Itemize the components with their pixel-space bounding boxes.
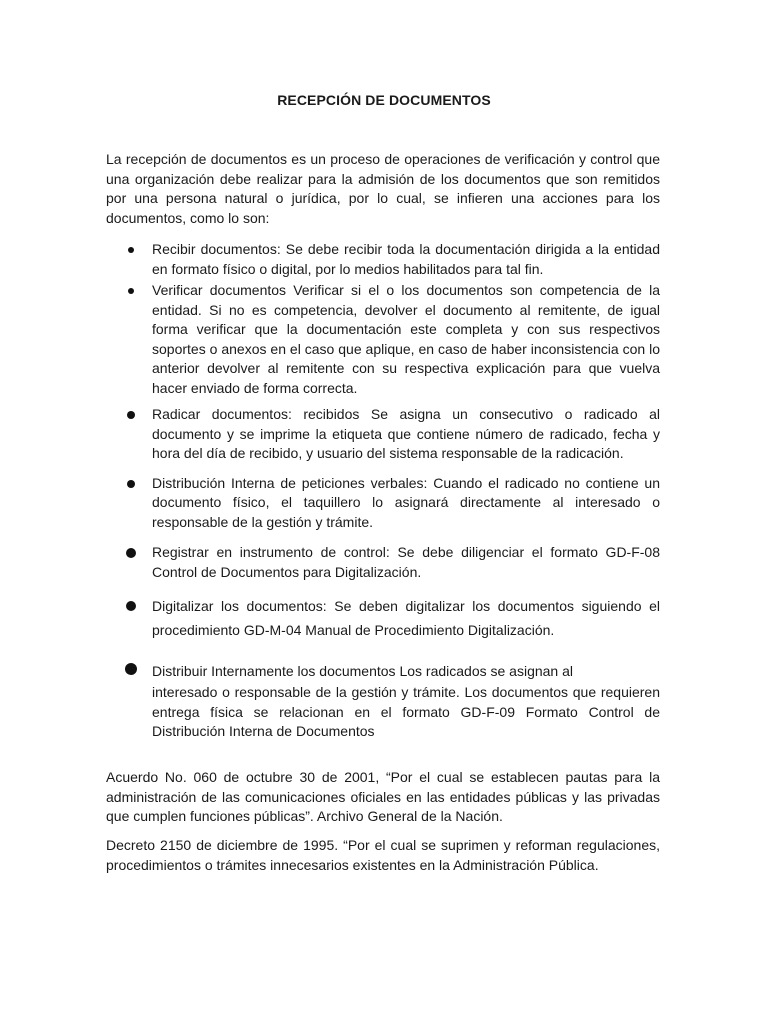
list-item — [106, 659, 660, 742]
reference-paragraph-acuerdo: Acuerdo No. 060 de octubre 30 de 2001, “Por el cual se establecen pautas para la administración de las comunicaciones oficiales en las entidades públicas y las privadas que cumplen funciones públicas”. Archivo General de la Nación. — [106, 769, 660, 824]
bullet-icon — [127, 480, 135, 488]
document-title: RECEPCIÓN DE DOCUMENTOS — [277, 92, 491, 108]
list-item-text: Recibir documentos: Se debe recibir toda la documentación dirigida a la entidad en formato físico o digital, por lo medios habilitados para tal fin. — [152, 241, 660, 277]
list-item-text: Radicar documentos: recibidos Se asigna un consecutivo o radicado al documento y se imprime la etiqueta que contiene número de radicado, fecha y hora del día de recibido, y usuario del sistema responsable de la radicación. — [152, 406, 660, 461]
bullet-icon — [125, 663, 137, 675]
list-item-text-first: Distribuir Internamente los documentos Los radicados se asignan al — [152, 663, 574, 679]
list-item — [106, 594, 660, 642]
list-item — [106, 405, 660, 464]
list-item-text: Verificar documentos Verificar si el o los documentos son competencia de la entidad. Si no es competencia, devolver el documento al remitente, de igual forma verificar que la documentación este completa y con sus respectivos soportes o anexos en el caso que aplique, en caso de haber inconsistencia con lo anterior devolver al remitente con su respectiva explicación para que vuelva hacer enviado de forma correcta. — [152, 282, 660, 396]
list-item-text: Registrar en instrumento de control: Se debe diligenciar el formato GD-F-08 Control de Documentos para Digitalización. — [152, 544, 660, 580]
bullet-icon — [128, 288, 134, 294]
list-item — [106, 474, 660, 533]
bullet-icon — [126, 548, 136, 558]
list-item-text-rest: interesado o responsable de la gestión y trámite. Los documentos que requieren entrega física se relacionan en el formato GD-F-09 Formato Control de Distribución Interna de Documentos — [152, 684, 660, 739]
intro-paragraph: La recepción de documentos es un proceso de operaciones de verificación y control que una organización debe realizar para la admisión de los documentos que son remitidos por una persona natural o jurídica, por lo cual, se infieren una acciones para los documentos, como lo son: — [106, 151, 660, 226]
actions-list — [106, 240, 660, 742]
bullet-icon — [128, 247, 134, 253]
bullet-icon — [126, 601, 136, 611]
list-item — [106, 240, 660, 279]
list-item — [106, 281, 660, 398]
list-item — [106, 543, 660, 582]
list-item-text: Digitalizar los documentos: Se deben digitalizar los documentos siguiendo el procedimiento GD-M-04 Manual de Procedimiento Digitalización. — [152, 598, 660, 638]
reference-paragraph-decreto: Decreto 2150 de diciembre de 1995. “Por el cual se suprimen y reforman regulaciones, procedimientos o trámites innecesarios existentes en la Administración Pública. — [106, 837, 660, 873]
bullet-icon — [127, 411, 135, 419]
list-item-text: Distribución Interna de peticiones verbales: Cuando el radicado no contiene un documento físico, el taquillero lo asignará directamente al interesado o responsable de la gestión y trámite. — [152, 474, 660, 530]
